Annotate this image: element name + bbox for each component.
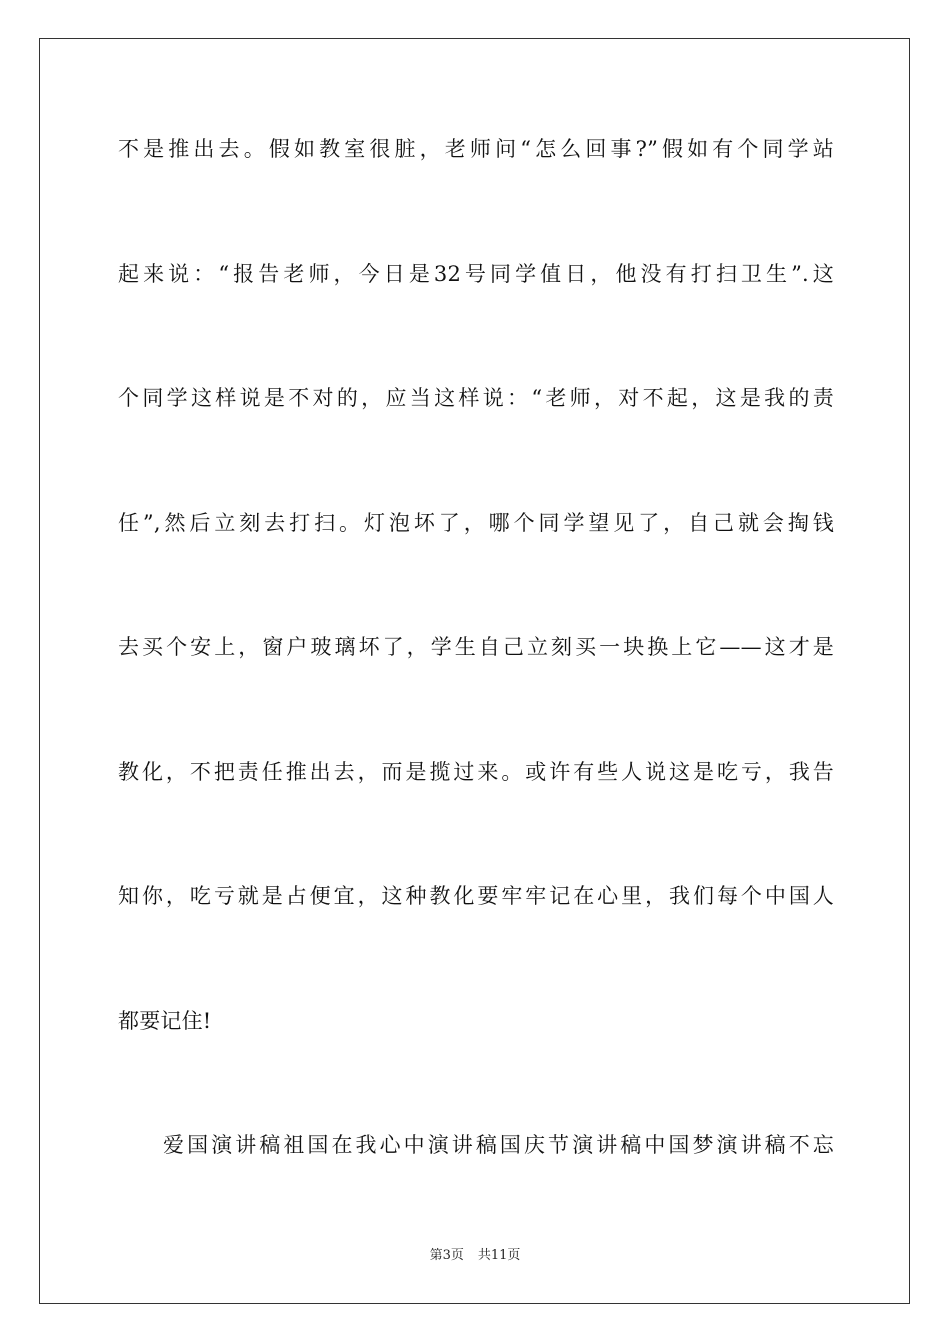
paragraph-line: 任”,然后立刻去打扫。灯泡坏了，哪个同学望见了，自己就会掏钱 xyxy=(118,510,834,535)
paragraph-line: 知你，吃亏就是占便宜，这种教化要牢牢记在心里，我们每个中国人 xyxy=(118,884,834,908)
paragraph-line: 去买个安上，窗户玻璃坏了，学生自己立刻买一块换上它——这才是 xyxy=(118,635,834,659)
paragraph-line: 不是推出去。假如教室很脏，老师问“怎么回事?”假如有个同学站 xyxy=(118,137,834,161)
document-body xyxy=(118,128,834,1249)
paragraph-line: 都要记住! xyxy=(118,1008,212,1033)
page-number: 第3页 xyxy=(429,1248,464,1263)
page-total: 共11页 xyxy=(477,1248,521,1263)
page-footer xyxy=(0,1247,950,1265)
paragraph-line: 爱国演讲稿祖国在我心中演讲稿国庆节演讲稿中国梦演讲稿不忘 xyxy=(163,1133,834,1157)
paragraph-line: 个同学这样说是不对的，应当这样说：“老师，对不起，这是我的责 xyxy=(118,386,834,410)
paragraph-line: 教化，不把责任推出去，而是揽过来。或许有些人说这是吃亏，我告 xyxy=(118,759,834,784)
paragraph-line: 起来说：“报告老师，今日是32号同学值日，他没有打扫卫生”.这 xyxy=(118,261,834,286)
